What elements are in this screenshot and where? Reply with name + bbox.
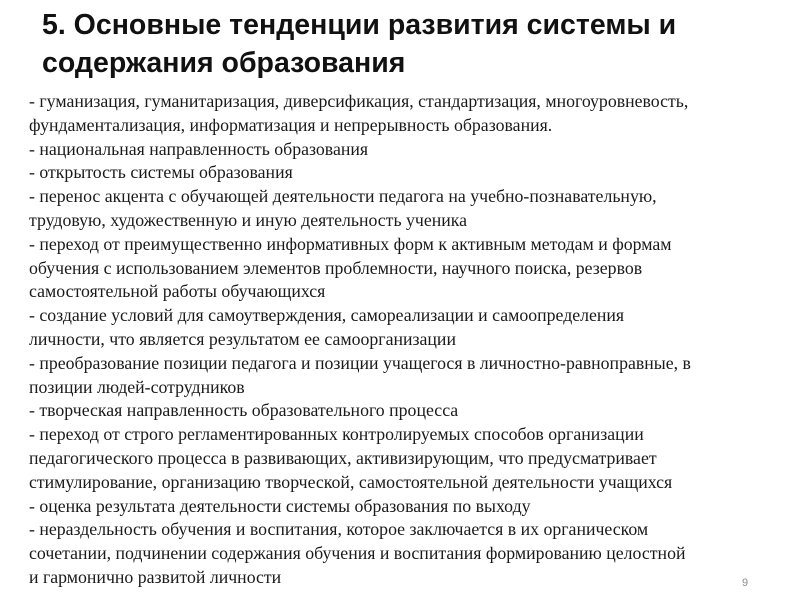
- body-text-line: трудовую, художественную и иную деятельность ученика: [29, 209, 468, 230]
- body-text-line: самостоятельной работы обучающихся: [29, 281, 326, 302]
- body-text-line: - переход от преимущественно информативных форм к активным методам и формам: [29, 233, 672, 254]
- body-text-line: - творческая направленность образовательного процесса: [29, 400, 459, 421]
- body-text-line: личности, что является результатом ее самоорганизации: [29, 328, 456, 349]
- body-text-line: обучения с использованием элементов проблемности, научного поиска, резервов: [29, 257, 643, 278]
- body-text-line: - оценка результата деятельности системы образования по выходу: [29, 495, 531, 516]
- body-text-line: - открытость системы образования: [29, 162, 293, 183]
- body-text-line: - переход от строго регламентированных контролируемых способов организации: [29, 424, 644, 445]
- body-text-line: - создание условий для самоутверждения, самореализации и самоопределения: [29, 305, 625, 326]
- slide-body-text: [29, 90, 791, 590]
- slide-title: [42, 6, 762, 82]
- body-text-line: педагогического процесса в развивающих, активизирующим, что предусматривает: [29, 447, 657, 468]
- body-text-line: сочетании, подчинении содержания обучения и воспитания формированию целостной: [29, 543, 686, 564]
- body-text-line: - перенос акцента с обучающей деятельности педагога на учебно-познавательную,: [29, 186, 657, 207]
- body-text-line: позиции людей-сотрудников: [29, 376, 245, 397]
- body-text-line: - преобразование позиции педагога и позиции учащегося в личностно-равноправные, в: [29, 352, 691, 373]
- title-line: содержания образования: [42, 47, 406, 79]
- page-number: 9: [742, 577, 749, 589]
- body-text-line: фундаментализация, информатизация и непрерывность образования.: [29, 114, 553, 135]
- title-line: 5. Основные тенденции развития системы и: [42, 9, 677, 41]
- body-text-line: стимулирование, организацию творческой, самостоятельной деятельности учащихся: [29, 471, 673, 492]
- body-text-line: и гармонично развитой личности: [29, 566, 282, 587]
- body-text-line: - национальная направленность образования: [29, 138, 369, 159]
- body-text-line: - гуманизация, гуманитаризация, диверсификация, стандартизация, многоуровневость,: [29, 91, 689, 111]
- body-text-line: - нераздельность обучения и воспитания, которое заключается в их органическом: [29, 519, 649, 540]
